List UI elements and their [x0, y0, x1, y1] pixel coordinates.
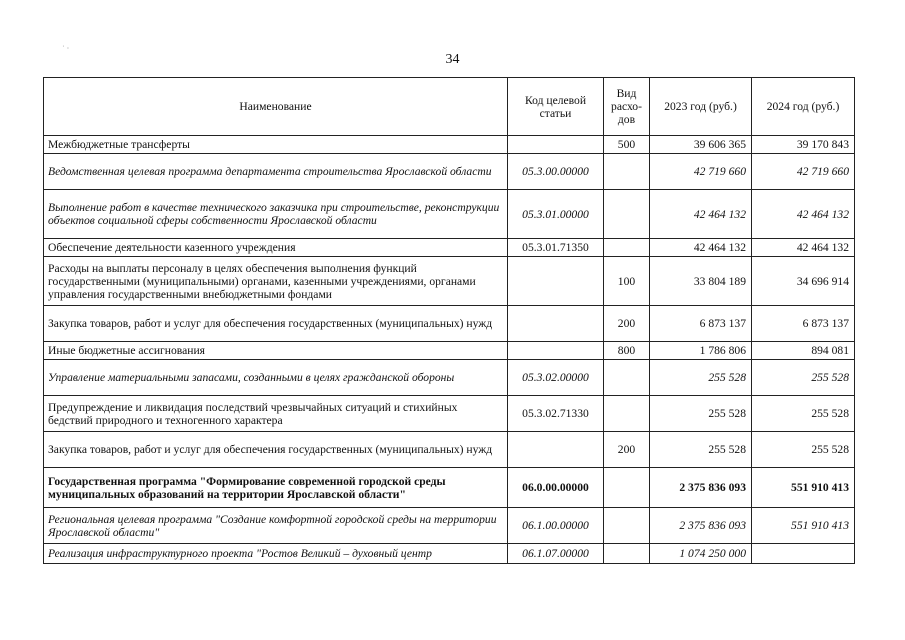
- table-row: [44, 342, 855, 360]
- header-name: Наименование: [44, 78, 508, 136]
- row-kind-cell: 100: [604, 257, 650, 306]
- row-2023-cell: 255 528: [650, 432, 752, 468]
- table-row: [44, 468, 855, 508]
- row-2024-cell: 255 528: [752, 360, 855, 396]
- row-name-cell: Закупка товаров, работ и услуг для обеспечения государственных (муниципальных) нужд: [44, 432, 508, 468]
- row-code-cell: [508, 136, 604, 154]
- row-name-cell: Предупреждение и ликвидация последствий чрезвычайных ситуаций и стихийных бедствий природного и техногенного характера: [44, 396, 508, 432]
- row-kind-cell: [604, 239, 650, 257]
- table-row: [44, 190, 855, 239]
- row-code-cell: [508, 306, 604, 342]
- row-2023-cell: 2 375 836 093: [650, 468, 752, 508]
- row-code-cell: [508, 432, 604, 468]
- row-kind-cell: 500: [604, 136, 650, 154]
- table-header-row: [44, 78, 855, 136]
- row-kind-cell: [604, 154, 650, 190]
- row-kind-cell: [604, 468, 650, 508]
- row-kind-cell: [604, 396, 650, 432]
- page-number: 34: [445, 52, 460, 67]
- table-row: [44, 508, 855, 544]
- table-row: [44, 360, 855, 396]
- row-code-cell: 05.3.01.71350: [508, 239, 604, 257]
- row-code-cell: [508, 342, 604, 360]
- header-code: Код целевой статьи: [508, 78, 604, 136]
- header-2024: 2024 год (руб.): [752, 78, 855, 136]
- row-2023-cell: 2 375 836 093: [650, 508, 752, 544]
- row-2024-cell: 255 528: [752, 432, 855, 468]
- row-code-cell: 05.3.00.00000: [508, 154, 604, 190]
- row-2024-cell: [752, 544, 855, 564]
- row-2023-cell: 39 606 365: [650, 136, 752, 154]
- row-2024-cell: 894 081: [752, 342, 855, 360]
- table-row: [44, 306, 855, 342]
- header-kind: Вид расхо-дов: [604, 78, 650, 136]
- row-name-cell: Иные бюджетные ассигнования: [44, 342, 508, 360]
- row-kind-cell: 200: [604, 432, 650, 468]
- row-name-cell: Управление материальными запасами, созданными в целях гражданской обороны: [44, 360, 508, 396]
- row-code-cell: [508, 257, 604, 306]
- row-name-cell: Закупка товаров, работ и услуг для обеспечения государственных (муниципальных) нужд: [44, 306, 508, 342]
- row-code-cell: 06.0.00.00000: [508, 468, 604, 508]
- scan-speck: ˙ ·: [62, 44, 70, 53]
- row-2024-cell: 551 910 413: [752, 468, 855, 508]
- row-2023-cell: 1 074 250 000: [650, 544, 752, 564]
- row-name-cell: Государственная программа "Формирование современной городской среды муниципальных образований на территории Ярославской области": [44, 468, 508, 508]
- row-2023-cell: 255 528: [650, 396, 752, 432]
- row-code-cell: 05.3.01.00000: [508, 190, 604, 239]
- row-name-cell: Обеспечение деятельности казенного учреждения: [44, 239, 508, 257]
- row-2023-cell: 1 786 806: [650, 342, 752, 360]
- row-2024-cell: 42 719 660: [752, 154, 855, 190]
- row-2023-cell: 255 528: [650, 360, 752, 396]
- table-row: [44, 544, 855, 564]
- row-name-cell: Межбюджетные трансферты: [44, 136, 508, 154]
- row-code-cell: 05.3.02.71330: [508, 396, 604, 432]
- row-name-cell: Выполнение работ в качестве технического заказчика при строительстве, реконструкции объектов социальной сферы собственности Ярославской области: [44, 190, 508, 239]
- row-name-cell: Региональная целевая программа "Создание комфортной городской среды на территории Ярославской области": [44, 508, 508, 544]
- row-2023-cell: 6 873 137: [650, 306, 752, 342]
- row-kind-cell: [604, 360, 650, 396]
- row-2024-cell: 551 910 413: [752, 508, 855, 544]
- row-code-cell: 05.3.02.00000: [508, 360, 604, 396]
- row-code-cell: 06.1.00.00000: [508, 508, 604, 544]
- row-name-cell: Расходы на выплаты персоналу в целях обеспечения выполнения функций государственными (муниципальными) органами, казенными учреждениями, органами управления государственными внебюджетными фондами: [44, 257, 508, 306]
- table-row: [44, 257, 855, 306]
- row-kind-cell: [604, 190, 650, 239]
- budget-table: [43, 77, 855, 564]
- table-row: [44, 154, 855, 190]
- row-name-cell: Реализация инфраструктурного проекта "Ростов Великий – духовный центр: [44, 544, 508, 564]
- table-row: [44, 239, 855, 257]
- row-kind-cell: [604, 544, 650, 564]
- table-body: [44, 136, 855, 564]
- row-2024-cell: 255 528: [752, 396, 855, 432]
- row-kind-cell: 200: [604, 306, 650, 342]
- header-2023: 2023 год (руб.): [650, 78, 752, 136]
- row-kind-cell: [604, 508, 650, 544]
- row-name-cell: Ведомственная целевая программа департамента строительства Ярославской области: [44, 154, 508, 190]
- row-2024-cell: 39 170 843: [752, 136, 855, 154]
- row-2024-cell: 6 873 137: [752, 306, 855, 342]
- row-2023-cell: 42 464 132: [650, 239, 752, 257]
- row-2024-cell: 42 464 132: [752, 190, 855, 239]
- table-row: [44, 396, 855, 432]
- row-2023-cell: 42 464 132: [650, 190, 752, 239]
- row-2023-cell: 33 804 189: [650, 257, 752, 306]
- table-row: [44, 136, 855, 154]
- row-2024-cell: 42 464 132: [752, 239, 855, 257]
- row-kind-cell: 800: [604, 342, 650, 360]
- row-2023-cell: 42 719 660: [650, 154, 752, 190]
- row-code-cell: 06.1.07.00000: [508, 544, 604, 564]
- table-row: [44, 432, 855, 468]
- row-2024-cell: 34 696 914: [752, 257, 855, 306]
